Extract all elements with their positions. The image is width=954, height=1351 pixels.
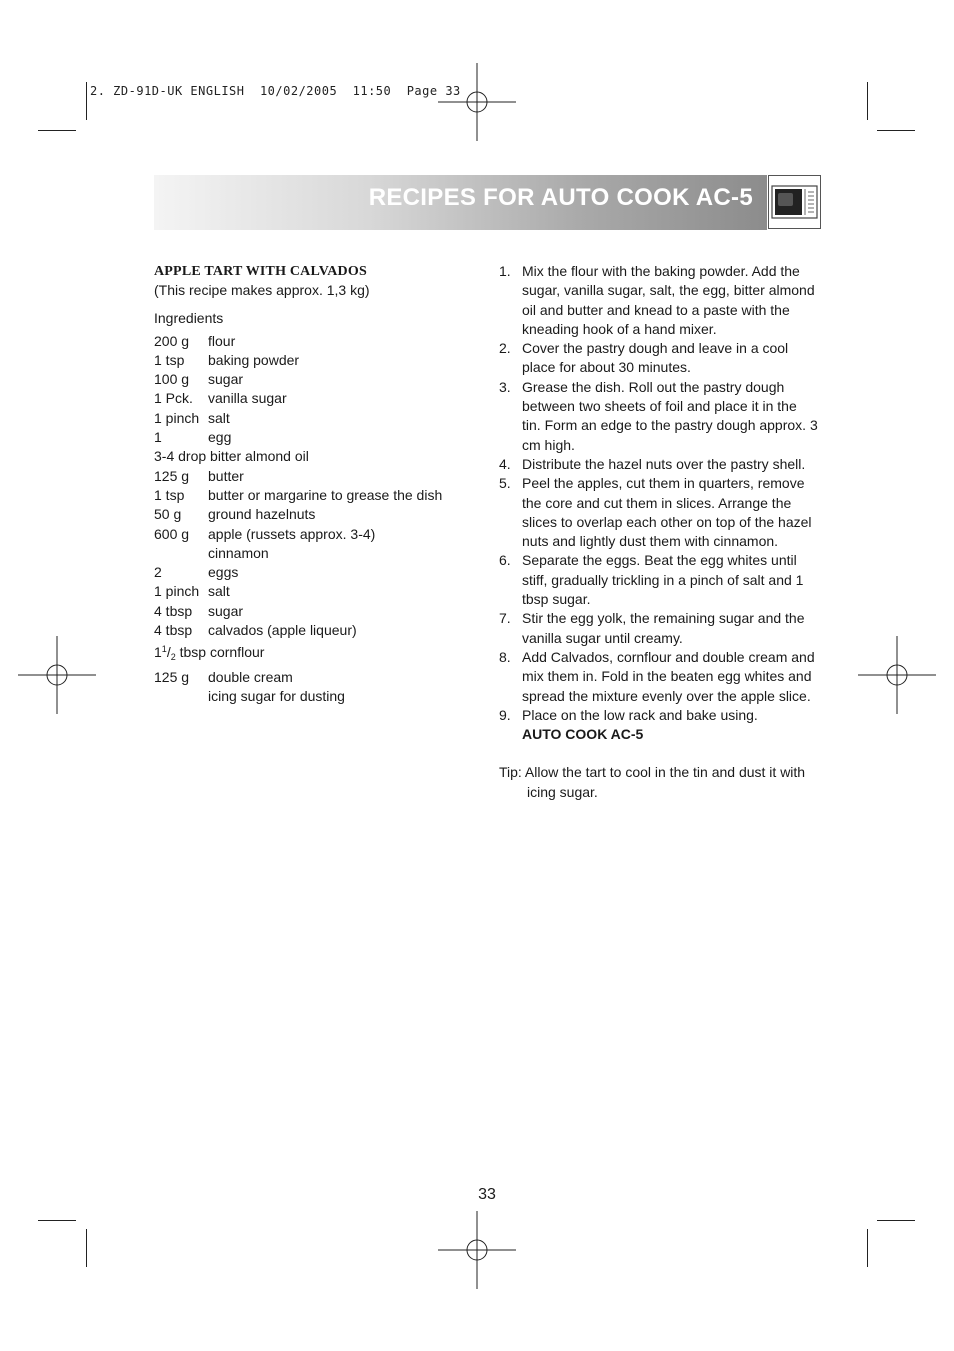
- crop-mark: [38, 1220, 76, 1221]
- ingredient-name: salt: [208, 583, 230, 600]
- ingredient-name: apple (russets approx. 3-4): [208, 525, 376, 542]
- ingredient-name: cinnamon: [208, 544, 269, 561]
- tip-text: Tip: Allow the tart to cool in the tin and dust it with icing sugar.: [499, 764, 806, 800]
- method-step: [499, 609, 819, 648]
- ingredients-column: [154, 262, 474, 706]
- step-text: [522, 262, 819, 339]
- registration-mark-icon: [858, 636, 936, 714]
- ingredient-row: [154, 525, 474, 544]
- registration-mark-icon: [438, 1211, 516, 1289]
- step-number: 1.: [499, 263, 511, 279]
- step-text: [522, 378, 819, 455]
- crop-mark: [877, 130, 915, 131]
- method-column: [499, 262, 819, 802]
- step-number: 5.: [499, 475, 511, 492]
- ingredient-name: double cream: [208, 668, 293, 685]
- ingredient-row: [154, 351, 474, 370]
- ingredient-row: [154, 621, 474, 640]
- recipe-title: APPLE TART WITH CALVADOS: [154, 264, 367, 279]
- step-number: 2.: [499, 340, 511, 357]
- ingredient-row: [154, 582, 474, 601]
- recipe-yield: (This recipe makes approx. 1,3 kg): [154, 282, 370, 298]
- step-text: [522, 551, 819, 609]
- ingredient-list-tail: [154, 668, 474, 707]
- page-title: RECIPES FOR AUTO COOK AC-5: [368, 184, 753, 211]
- ingredient-quantity: 4 tbsp: [154, 622, 193, 639]
- ingredient-row: [154, 544, 474, 563]
- ingredient-quantity: [154, 544, 208, 563]
- ingredient-row: [154, 332, 474, 351]
- step-number: 4.: [499, 455, 511, 472]
- step-body: Cover the pastry dough and leave in a cool place for about 30 minutes.: [522, 340, 789, 376]
- step-body: Place on the low rack and bake using.: [522, 706, 758, 723]
- ingredient-name: calvados (apple liqueur): [208, 622, 357, 639]
- method-step: [499, 648, 819, 706]
- ingredient-row: [154, 428, 474, 447]
- method-steps: [499, 262, 819, 744]
- method-step: [499, 551, 819, 609]
- ingredient-row: [154, 640, 474, 667]
- method-step: [499, 474, 819, 551]
- step-program-name: AUTO COOK AC-5: [522, 726, 644, 743]
- ingredient-row: [154, 687, 474, 706]
- ingredient-row: [154, 602, 474, 621]
- step-number: 7.: [499, 610, 511, 627]
- crop-mark: [867, 82, 868, 120]
- step-body: Distribute the hazel nuts over the pastry shell.: [522, 455, 806, 472]
- step-body: Peel the apples, cut them in quarters, remove the core and cut them in slices. Arrange the slices to overlap each other on top of the hazel nuts and lightly dust them with cinnamon.: [522, 475, 812, 550]
- ingredient-quantity: 1 pinch: [154, 409, 200, 426]
- ingredient-quantity: 100 g: [154, 371, 190, 388]
- step-body: Stir the egg yolk, the remaining sugar and the vanilla sugar until creamy.: [522, 610, 805, 646]
- ingredient-row: [154, 563, 474, 582]
- ingredient-name: vanilla sugar: [208, 390, 287, 407]
- step-body: Add Calvados, cornflour and double cream and mix them in. Fold in the beaten egg whites and spread the mixture evenly over the apple slice.: [522, 648, 815, 704]
- step-number: 6.: [499, 552, 511, 569]
- step-text: [522, 339, 819, 378]
- ingredient-name: eggs: [208, 564, 239, 581]
- ingredient-quantity: 600 g: [154, 525, 190, 542]
- microwave-icon: [768, 175, 821, 229]
- crop-mark: [86, 82, 87, 120]
- step-number: 3.: [499, 378, 511, 395]
- ingredient-name: sugar: [208, 371, 244, 388]
- step-text: [522, 455, 819, 474]
- ingredient-quantity: [154, 687, 208, 706]
- registration-mark-icon: [18, 636, 96, 714]
- ingredient-name: butter or margarine to grease the dish: [208, 486, 443, 503]
- method-step: [499, 378, 819, 455]
- crop-mark: [86, 1229, 87, 1267]
- ingredient-quantity: 4 tbsp: [154, 602, 193, 619]
- crop-mark: [38, 130, 76, 131]
- step-text: [522, 648, 819, 706]
- header-banner: [154, 175, 767, 230]
- page-number: 33: [478, 1186, 496, 1203]
- cornflour-quantity: $1^1/_2$ tbsp cornflour: [154, 644, 265, 663]
- method-step: [499, 262, 819, 339]
- ingredient-row: [154, 409, 474, 428]
- method-step: [499, 339, 819, 378]
- ingredient-row: [154, 486, 474, 505]
- ingredient-quantity: 125 g: [154, 668, 190, 685]
- ingredient-list: [154, 332, 474, 641]
- ingredient-quantity: 2: [154, 564, 162, 581]
- step-number: 9.: [499, 706, 511, 723]
- step-body: Grease the dish. Roll out the pastry dough between two sheets of foil and place it in the tin. Form an edge to the pastry dough approx. 3 cm high.: [522, 378, 818, 453]
- ingredient-name: sugar: [208, 602, 244, 619]
- ingredient-row: [154, 505, 474, 524]
- ingredient-name: flour: [208, 332, 236, 349]
- ingredient-name: butter: [208, 467, 244, 484]
- step-number: 8.: [499, 648, 511, 665]
- ingredient-quantity: 3-4 drop bitter almond oil: [154, 448, 309, 465]
- step-body: Mix the flour with the baking powder. Add the sugar, vanilla sugar, salt, the egg, bitter almond oil and butter and knead to a paste with the kneading hook of a hand mixer.: [522, 263, 815, 337]
- ingredient-row: [154, 370, 474, 389]
- printer-slug: 2. ZD-91D-UK ENGLISH 10/02/2005 11:50 Page 33: [90, 84, 461, 98]
- ingredient-name: icing sugar for dusting: [208, 687, 345, 704]
- registration-mark-icon: [438, 63, 516, 141]
- step-text: [522, 609, 819, 648]
- ingredient-name: salt: [208, 409, 230, 426]
- ingredient-row: [154, 389, 474, 408]
- ingredient-row: [154, 447, 474, 466]
- ingredient-name: baking powder: [208, 351, 300, 368]
- ingredient-quantity: 1 tsp: [154, 351, 185, 368]
- ingredient-quantity: 1 tsp: [154, 486, 185, 503]
- step-text: [522, 474, 819, 551]
- ingredient-row: [154, 668, 474, 687]
- ingredient-quantity: 1 Pck.: [154, 390, 193, 407]
- method-step: [499, 706, 819, 745]
- ingredient-row: [154, 467, 474, 486]
- method-step: [499, 455, 819, 474]
- ingredient-quantity: 125 g: [154, 467, 190, 484]
- crop-mark: [877, 1220, 915, 1221]
- ingredient-quantity: 200 g: [154, 332, 190, 349]
- ingredient-quantity: 1: [154, 429, 162, 446]
- ingredient-quantity: 1 pinch: [154, 583, 200, 600]
- step-body: Separate the eggs. Beat the egg whites until stiff, gradually trickling in a pinch of salt and 1 tbsp sugar.: [522, 552, 804, 608]
- ingredient-name: egg: [208, 429, 232, 446]
- ingredients-heading: Ingredients: [154, 310, 224, 327]
- ingredient-name: ground hazelnuts: [208, 506, 316, 523]
- crop-mark: [867, 1229, 868, 1267]
- ingredient-quantity: 50 g: [154, 506, 182, 523]
- step-text: [522, 706, 819, 745]
